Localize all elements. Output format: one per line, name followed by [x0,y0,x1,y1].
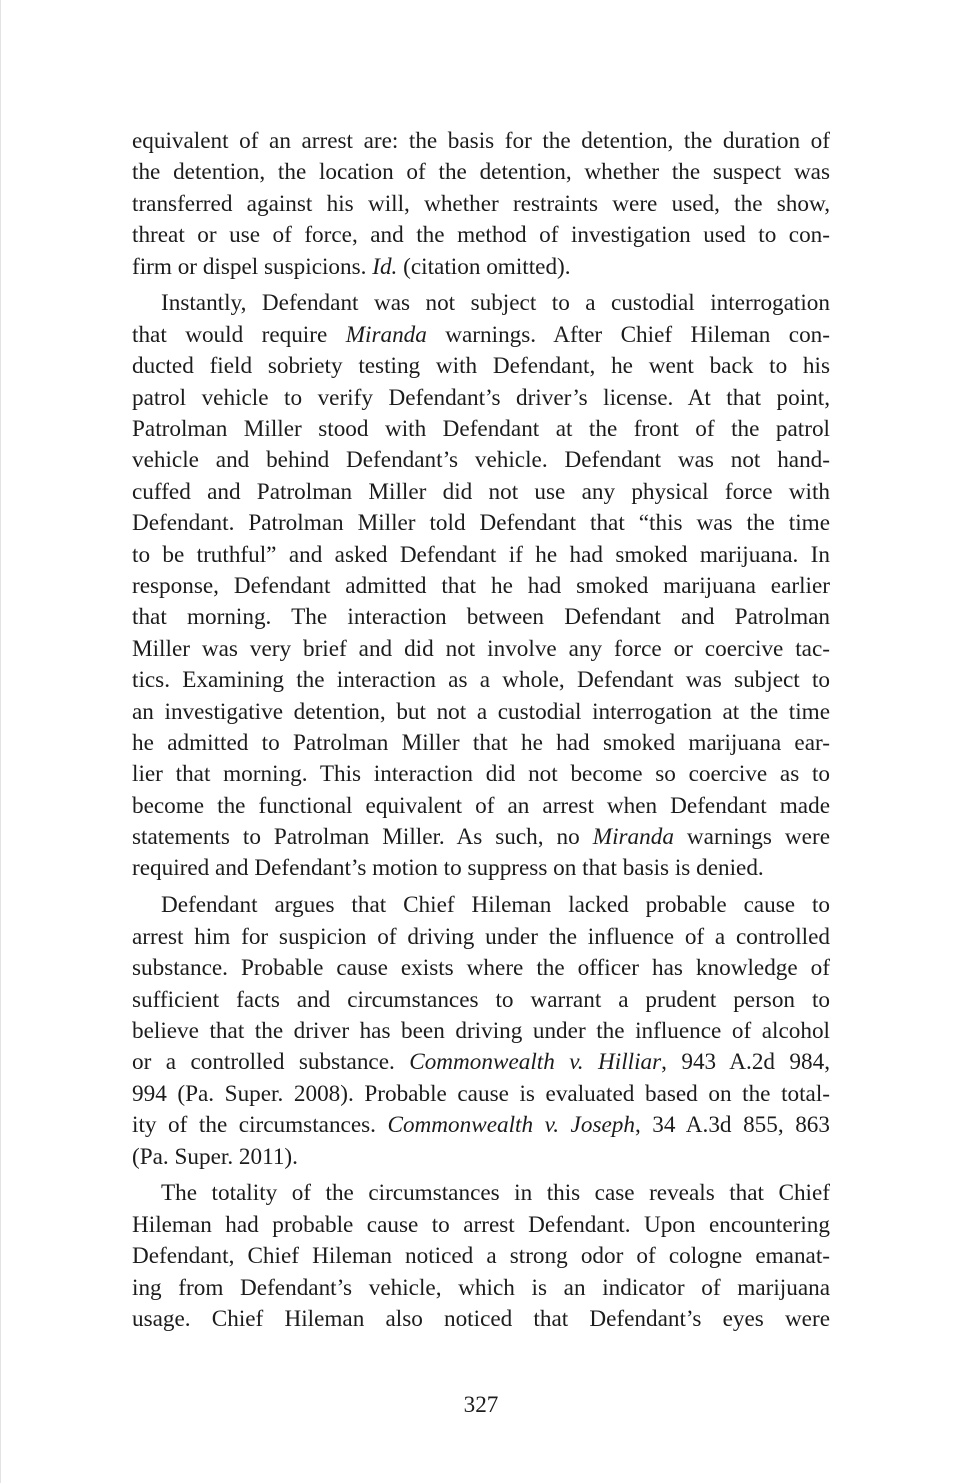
text-line [132,477,830,508]
text-run: sufficient facts and circumstances to warrant a prudent person to [132,986,830,1013]
text-line [132,759,830,790]
text-run: Hileman had probable cause to arrest Defendant. Upon encountering [132,1211,830,1238]
text-line [132,288,830,319]
text-line [132,508,830,539]
citation-italic: Commonwealth v. Hilliar [409,1049,662,1076]
text-run: become the functional equivalent of an arrest when Defendant made [132,792,830,819]
text-line [132,126,830,157]
text-line [132,351,830,382]
text-line [132,540,830,571]
text-line [132,1178,830,1209]
text-run: ity of the circumstances. [132,1112,388,1139]
text-line [132,157,830,188]
text-line [132,252,830,283]
text-line [132,890,830,921]
text-run: arrest him for suspicion of driving under the influence of a controlled [132,923,830,950]
text-line [132,414,830,445]
text-run: believe that the driver has been driving under the influence of alcohol [132,1017,830,1044]
text-run: Instantly, Defendant was not subject to a custodial interrogation [161,290,830,317]
text-line [132,822,830,853]
text-run: transferred against his will, whether restraints were used, the show, [132,190,830,217]
paragraph [132,126,830,283]
text-run: statements to Patrolman Miller. As such, no [132,824,593,851]
text-line [132,922,830,953]
text-line [132,1241,830,1272]
text-run: (Pa. Super. 2011). [132,1143,298,1170]
text-run: tics. Examining the interaction as a whole, Defendant was subject to [132,667,830,694]
text-line [132,1304,830,1335]
text-run: The totality of the circumstances in this case reveals that Chief [161,1180,830,1207]
text-line [132,1047,830,1078]
text-run: Defendant, Chief Hileman noticed a strong odor of cologne emanat- [132,1243,830,1270]
text-line [132,665,830,696]
text-run: ducted field sobriety testing with Defendant, he went back to his [132,353,830,380]
text-run: Defendant argues that Chief Hileman lacked probable cause to [161,892,830,919]
text-run: substance. Probable cause exists where the officer has knowledge of [132,955,830,982]
text-run: usage. Chief Hileman also noticed that Defendant’s eyes were [132,1305,830,1332]
text-line [132,571,830,602]
page-number: 327 [463,1392,499,1418]
text-line [132,602,830,633]
text-run: threat or use of force, and the method of investigation used to con- [132,222,830,249]
text-run: the detention, the location of the detention, whether the suspect was [132,159,830,186]
text-run: ing from Defendant’s vehicle, which is an indicator of marijuana [132,1274,830,1301]
text-line [132,189,830,220]
text-run: , 943 A.2d 984, [661,1049,830,1076]
text-run: to be truthful” and asked Defendant if he had smoked marijuana. In [132,541,830,568]
text-run: Defendant. Patrolman Miller told Defendant that “this was the time [132,510,830,537]
text-run: that morning. The interaction between Defendant and Patrolman [132,604,830,631]
text-run: , 34 A.3d 855, 863 [634,1112,830,1139]
text-run: lier that morning. This interaction did not become so coercive as to [132,761,830,788]
text-line [132,383,830,414]
text-line [132,1079,830,1110]
paragraph [132,890,830,1173]
text-run: (citation omitted). [397,253,571,280]
citation-italic: Miranda [345,321,427,348]
text-run: equivalent of an arrest are: the basis for the detention, the duration of [132,128,830,154]
text-run: that would require [132,321,346,348]
paragraph [132,1178,830,1335]
text-line [132,985,830,1016]
text-run: warnings were [673,824,830,851]
text-run: firm or dispel suspicions. [132,253,373,280]
text-run: he admitted to Patrolman Miller that he had smoked marijuana ear- [132,729,830,756]
text-run: or a controlled substance. [132,1049,410,1076]
text-line [132,953,830,984]
text-line [132,1016,830,1047]
text-line [132,1273,830,1304]
body-text [132,126,830,1335]
text-line [132,1210,830,1241]
text-run: cuffed and Patrolman Miller did not use any physical force with [132,478,830,505]
text-run: 994 (Pa. Super. 2008). Probable cause is evaluated based on the total- [132,1080,830,1107]
text-run: required and Defendant’s motion to suppress on that basis is denied. [132,855,764,882]
text-line [132,728,830,759]
text-line [132,853,830,884]
text-run: Patrolman Miller stood with Defendant at the front of the patrol [132,416,830,443]
paragraph [132,288,830,884]
text-line [132,697,830,728]
citation-italic: Miranda [592,824,674,851]
text-run: an investigative detention, but not a custodial interrogation at the time [132,698,830,725]
text-run: response, Defendant admitted that he had smoked marijuana earlier [132,572,830,599]
text-line [132,1110,830,1141]
text-run: warnings. After Chief Hileman con- [426,321,830,348]
text-line [132,320,830,351]
text-line [132,220,830,251]
text-line [132,791,830,822]
citation-italic: Commonwealth v. Joseph [387,1112,635,1139]
text-line [132,1142,830,1173]
text-line [132,445,830,476]
text-run: vehicle and behind Defendant’s vehicle. Defendant was not hand- [132,447,830,474]
text-run: patrol vehicle to verify Defendant’s driver’s license. At that point, [132,384,830,411]
text-run: Miller was very brief and did not involve any force or coercive tac- [132,635,830,662]
text-line [132,634,830,665]
citation-italic: Id. [372,253,398,280]
